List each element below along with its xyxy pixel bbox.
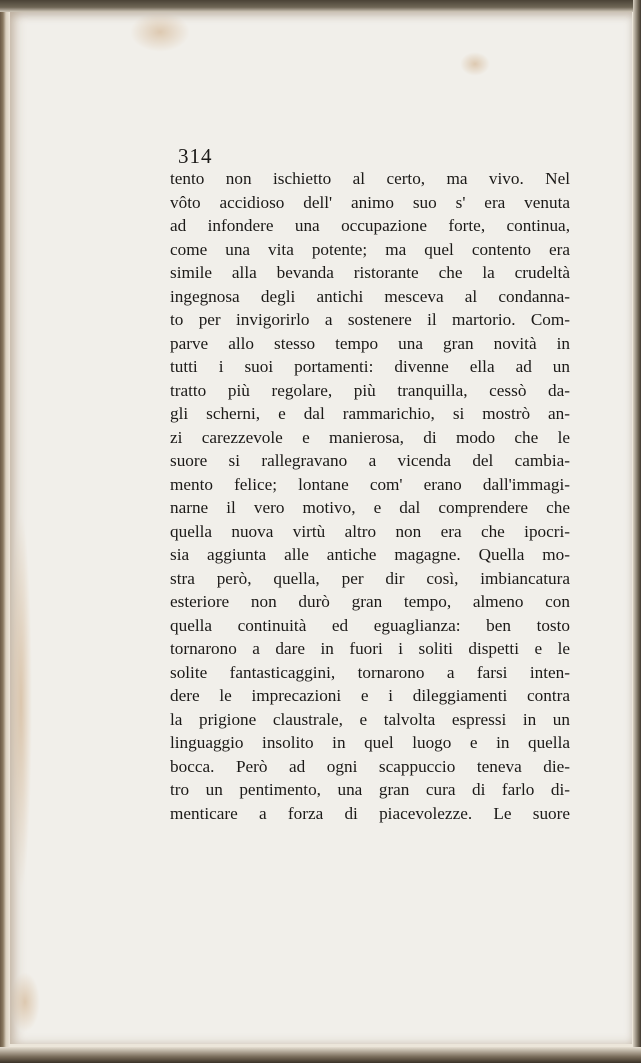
text-line: tutti i suoi portamenti: divenne ella ad un [170, 357, 570, 376]
text-line: vôto accidioso dell' animo suo s' era venuta [170, 192, 570, 212]
text-line: menticare a forza di piacevolezze. Le suore [170, 803, 570, 823]
text-line: sia aggiunta alle antiche magagne. Quella mo- [170, 545, 570, 564]
text-line: simile alla bevanda ristorante che la crudeltà [170, 263, 570, 282]
text-line: to per invigorirlo a sostenere il martorio. Com- [170, 310, 570, 329]
text-line: tratto più regolare, più tranquilla, cessò da- [170, 380, 570, 400]
page-number: 314 [178, 144, 213, 168]
text-line: dere le imprecazioni e i dileggiamenti contra [170, 686, 570, 705]
paper-stain [460, 52, 490, 76]
text-line: quella continuità ed eguaglianza: ben tosto [170, 615, 570, 635]
text-line: solite fantasticaggini, tornarono a farsi inten- [170, 662, 570, 682]
text-line: bocca. Però ad ogni scappuccio teneva die- [170, 756, 570, 776]
text-line: mento felice; lontane com' erano dall'immagi- [170, 474, 570, 494]
book-top-edge [0, 0, 641, 12]
text-line: quella nuova virtù altro non era che ipocri- [170, 521, 570, 541]
text-line: ingegnosa degli antichi mesceva al condanna- [170, 286, 570, 306]
book-right-edge [633, 0, 641, 1063]
text-line: ad infondere una occupazione forte, continua, [170, 216, 570, 235]
text-line: parve allo stesso tempo una gran novità in [170, 333, 570, 353]
text-line: narne il vero motivo, e dal comprendere che [170, 498, 570, 517]
text-line: linguaggio insolito in quel luogo e in quella [170, 733, 570, 752]
paper-stain [10, 512, 32, 892]
text-line: tro un pentimento, una gran cura di farlo di- [170, 780, 570, 799]
text-line: la prigione claustrale, e talvolta espressi in un [170, 709, 570, 729]
book-bottom-edge [0, 1047, 641, 1063]
paper-stain [130, 12, 190, 52]
text-line: zi carezzevole e manierosa, di modo che le [170, 427, 570, 447]
text-line: suore si rallegravano a vicenda del cambia- [170, 451, 570, 470]
text-line: esteriore non durò gran tempo, almeno con [170, 592, 570, 611]
text-line: come una vita potente; ma quel contento era [170, 239, 570, 259]
text-line: tornarono a dare in fuori i soliti dispetti e le [170, 639, 570, 658]
paper-page [10, 12, 632, 1044]
paper-stain [10, 972, 40, 1032]
text-line: gli scherni, e dal rammarichio, si mostrò an- [170, 404, 570, 423]
text-block [170, 145, 570, 825]
text-line: stra però, quella, per dir così, imbiancatura [170, 568, 570, 588]
text-line: tento non ischietto al certo, ma vivo. Nel [170, 169, 570, 188]
